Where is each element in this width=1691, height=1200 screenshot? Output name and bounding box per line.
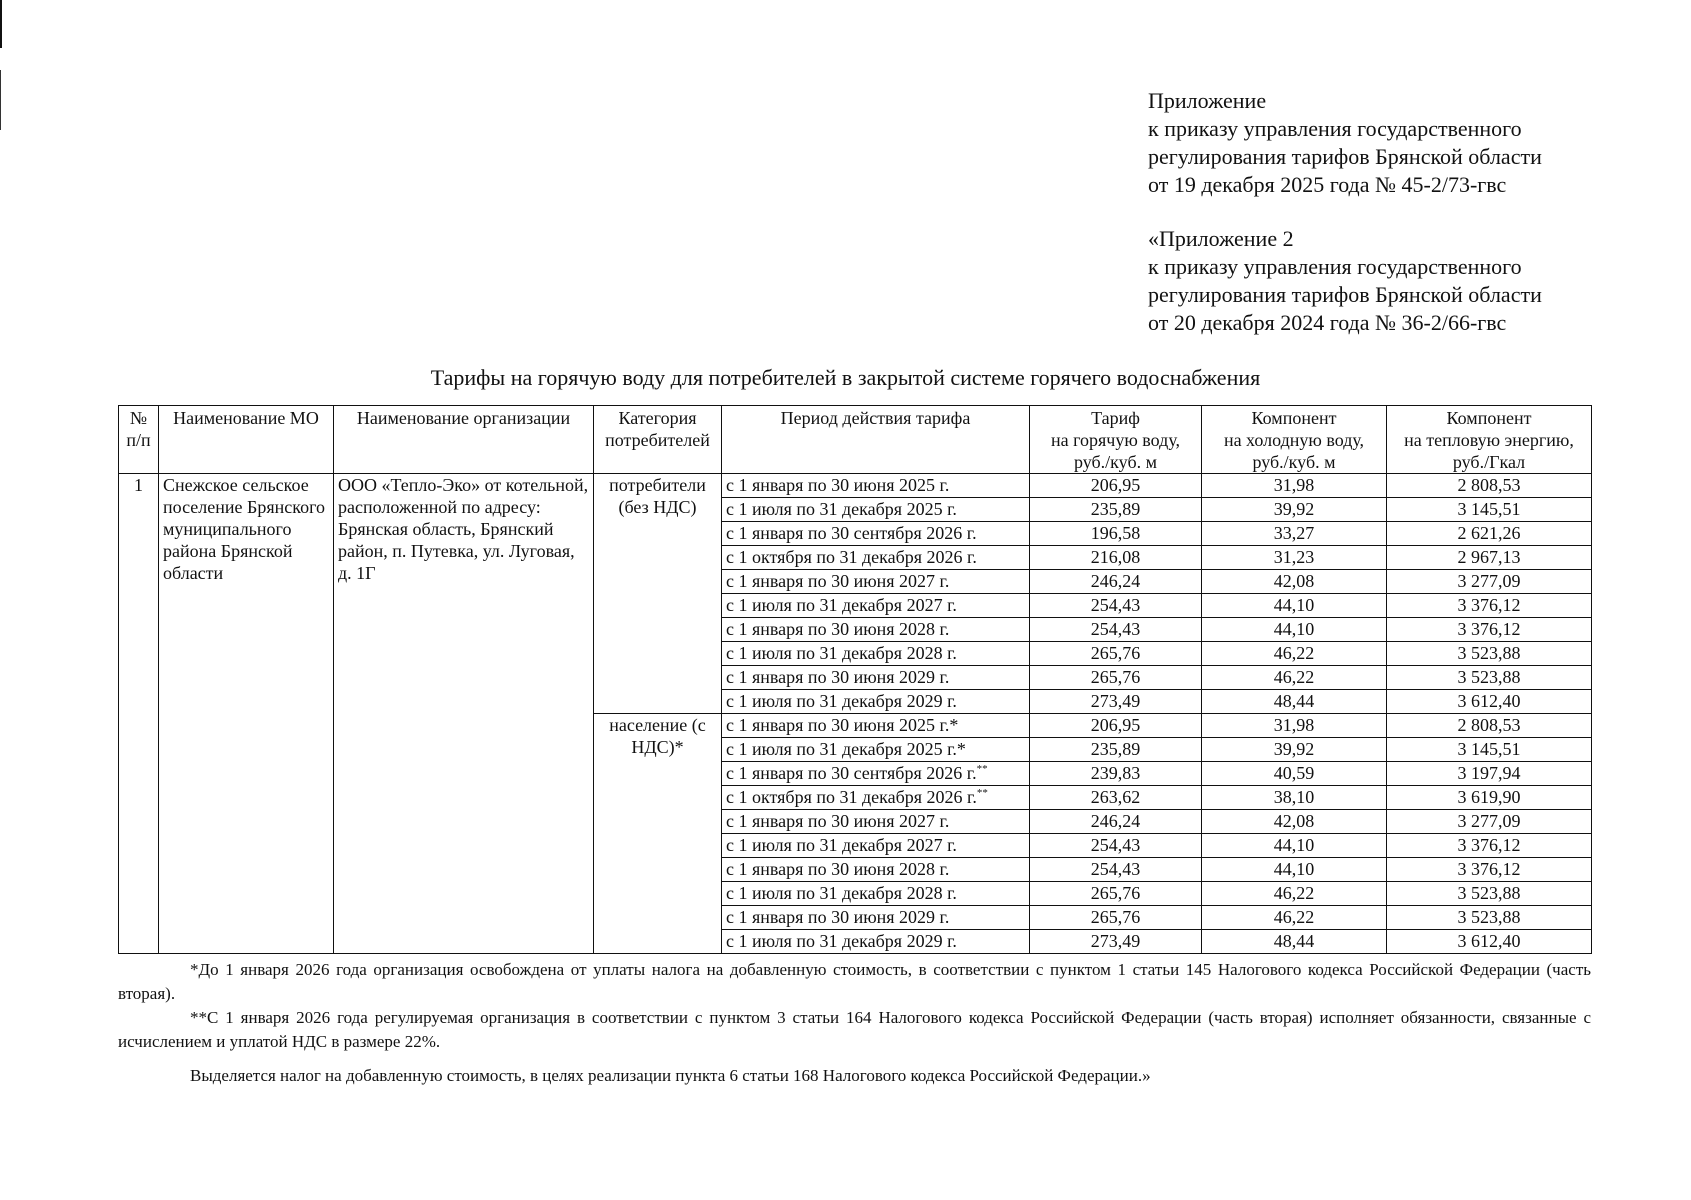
heat-energy-value: 3 145,51 (1387, 738, 1592, 762)
heat-energy-value: 3 612,40 (1387, 690, 1592, 714)
row-number: 1 (119, 474, 159, 954)
appendix2-header-line: к приказу управления государственного (1148, 254, 1522, 279)
appendix-header (1148, 87, 1668, 199)
category-cell: население (с НДС)* (594, 714, 722, 954)
cold-water-value: 46,22 (1202, 642, 1387, 666)
period-text: с 1 января по 30 сентября 2026 г. (726, 763, 977, 783)
heat-energy-value: 3 523,88 (1387, 642, 1592, 666)
period-cell (722, 618, 1030, 642)
header-num: № п/п (119, 406, 159, 474)
period-cell (722, 498, 1030, 522)
period-cell (722, 738, 1030, 762)
period-cell (722, 834, 1030, 858)
tariff-value: 265,76 (1030, 906, 1202, 930)
tariff-value: 206,95 (1030, 474, 1202, 498)
footnotes (118, 958, 1591, 1088)
appendix2-header-line: «Приложение 2 (1148, 226, 1294, 251)
heat-energy-value: 2 967,13 (1387, 546, 1592, 570)
period-text: с 1 января по 30 июня 2029 г. (726, 667, 950, 687)
heat-energy-value: 3 277,09 (1387, 570, 1592, 594)
scan-edge-mark (0, 70, 1, 130)
heat-energy-value: 3 619,90 (1387, 786, 1592, 810)
appendix-header-line: Приложение (1148, 88, 1267, 113)
period-text: с 1 октября по 31 декабря 2026 г. (726, 547, 977, 567)
period-cell (722, 642, 1030, 666)
cold-water-value: 31,98 (1202, 714, 1387, 738)
tariff-value: 254,43 (1030, 834, 1202, 858)
header-cold-water (1202, 406, 1387, 474)
appendix2-header-line: регулирования тарифов Брянской области (1148, 282, 1542, 307)
heat-energy-value: 3 277,09 (1387, 810, 1592, 834)
period-text: с 1 июля по 31 декабря 2025 г.* (726, 739, 966, 759)
period-text: с 1 июля по 31 декабря 2028 г. (726, 883, 957, 903)
tariff-value: 265,76 (1030, 882, 1202, 906)
period-cell (722, 930, 1030, 954)
tariff-value: 246,24 (1030, 570, 1202, 594)
period-text: с 1 июля по 31 декабря 2029 г. (726, 931, 957, 951)
appendix2-header-line: от 20 декабря 2024 года № 36-2/66-гвс (1148, 310, 1507, 335)
header-cold-line: руб./куб. м (1252, 452, 1336, 472)
period-cell (722, 786, 1030, 810)
header-heat-line: Компонент (1446, 408, 1532, 428)
period-text: с 1 июля по 31 декабря 2029 г. (726, 691, 957, 711)
period-text: с 1 июля по 31 декабря 2027 г. (726, 835, 957, 855)
footnote-mark: ** (976, 763, 988, 775)
period-text: с 1 октября по 31 декабря 2026 г. (726, 787, 977, 807)
heat-energy-value: 3 376,12 (1387, 618, 1592, 642)
document-title: Тарифы на горячую воду для потребителей в закрытой системе горячего водоснабжения (430, 365, 1261, 390)
municipality-cell: Снежское сельское поселение Брянского муниципального района Брянской области (159, 474, 334, 954)
period-text: с 1 января по 30 июня 2028 г. (726, 619, 950, 639)
heat-energy-value: 3 376,12 (1387, 858, 1592, 882)
tariff-value: 196,58 (1030, 522, 1202, 546)
tariff-value: 216,08 (1030, 546, 1202, 570)
period-text: с 1 января по 30 июня 2029 г. (726, 907, 950, 927)
tariff-value: 246,24 (1030, 810, 1202, 834)
cold-water-value: 46,22 (1202, 882, 1387, 906)
period-cell (722, 858, 1030, 882)
period-text: с 1 января по 30 июня 2027 г. (726, 811, 950, 831)
tariff-value: 254,43 (1030, 858, 1202, 882)
header-cold-line: на холодную воду, (1223, 430, 1365, 450)
footnote-vat-allocation: Выделяется налог на добавленную стоимость, в целях реализации пункта 6 статьи 168 Налогового кодекса Российской Федерации.» (190, 1066, 1151, 1085)
period-cell (722, 522, 1030, 546)
header-category: Категория потребителей (594, 406, 722, 474)
heat-energy-value: 3 145,51 (1387, 498, 1592, 522)
header-tariff-line: на горячую воду, (1050, 430, 1181, 450)
period-cell (722, 690, 1030, 714)
appendix-header-line: регулирования тарифов Брянской области (1148, 144, 1542, 169)
footnote-mark: ** (976, 787, 988, 799)
cold-water-value: 31,23 (1202, 546, 1387, 570)
cold-water-value: 48,44 (1202, 690, 1387, 714)
heat-energy-value: 3 523,88 (1387, 882, 1592, 906)
header-tariff (1030, 406, 1202, 474)
header-org: Наименование организации (334, 406, 594, 474)
header-tariff-line: Тариф (1091, 408, 1140, 428)
appendix2-header (1148, 225, 1668, 337)
appendix-header-line: к приказу управления государственного (1148, 116, 1522, 141)
heat-energy-value: 3 197,94 (1387, 762, 1592, 786)
header-heat-line: на тепловую энергию, (1404, 430, 1574, 450)
period-cell (722, 906, 1030, 930)
period-cell (722, 714, 1030, 738)
cold-water-value: 39,92 (1202, 738, 1387, 762)
period-cell (722, 546, 1030, 570)
footnote-vat-exemption: *До 1 января 2026 года организация освобождена от уплаты налога на добавленную стоимость, в соответствии с пунктом 1 статьи 145 Налогового кодекса Российской Федерации (часть вторая). (118, 960, 1591, 1003)
tariff-value: 239,83 (1030, 762, 1202, 786)
period-cell (722, 474, 1030, 498)
period-text: с 1 января по 30 июня 2027 г. (726, 571, 950, 591)
footnote-vat-obligation: **С 1 января 2026 года регулируемая организация в соответствии с пунктом 3 статьи 164 Налогового кодекса Российской Федерации (часть вторая) исполняет обязанности, связанные с исчислением и уплатой НДС в размере 22%. (118, 1008, 1591, 1051)
appendix-header-line: от 19 декабря 2025 года № 45-2/73-гвс (1148, 172, 1507, 197)
tariff-value: 235,89 (1030, 498, 1202, 522)
cold-water-value: 39,92 (1202, 498, 1387, 522)
scan-edge-mark (0, 0, 2, 48)
period-cell (722, 762, 1030, 786)
tariff-table (118, 405, 1592, 954)
heat-energy-value: 3 376,12 (1387, 594, 1592, 618)
category-cell: потребители (без НДС) (594, 474, 722, 714)
cold-water-value: 38,10 (1202, 786, 1387, 810)
period-text: с 1 января по 30 сентября 2026 г. (726, 523, 977, 543)
tariff-value: 235,89 (1030, 738, 1202, 762)
period-text: с 1 января по 30 июня 2025 г.* (726, 715, 959, 735)
header-heat-line: руб./Гкал (1452, 452, 1526, 472)
period-text: с 1 июля по 31 декабря 2027 г. (726, 595, 957, 615)
period-cell (722, 810, 1030, 834)
cold-water-value: 33,27 (1202, 522, 1387, 546)
cold-water-value: 40,59 (1202, 762, 1387, 786)
tariff-value: 273,49 (1030, 690, 1202, 714)
heat-energy-value: 3 376,12 (1387, 834, 1592, 858)
tariff-value: 263,62 (1030, 786, 1202, 810)
tariff-value: 265,76 (1030, 666, 1202, 690)
table-row (119, 474, 1592, 498)
tariff-value: 254,43 (1030, 594, 1202, 618)
cold-water-value: 44,10 (1202, 618, 1387, 642)
table-header-row (119, 406, 1592, 474)
heat-energy-value: 3 523,88 (1387, 906, 1592, 930)
cold-water-value: 31,98 (1202, 474, 1387, 498)
tariff-value: 273,49 (1030, 930, 1202, 954)
cold-water-value: 44,10 (1202, 834, 1387, 858)
period-cell (722, 570, 1030, 594)
period-text: с 1 января по 30 июня 2028 г. (726, 859, 950, 879)
period-cell (722, 594, 1030, 618)
cold-water-value: 46,22 (1202, 666, 1387, 690)
period-cell (722, 666, 1030, 690)
header-mo: Наименование МО (159, 406, 334, 474)
organization-cell: ООО «Тепло-Эко» от котельной, расположенной по адресу: Брянская область, Брянский район, п. Путевка, ул. Луговая, д. 1Г (334, 474, 594, 954)
header-tariff-line: руб./куб. м (1074, 452, 1157, 472)
cold-water-value: 44,10 (1202, 858, 1387, 882)
heat-energy-value: 2 808,53 (1387, 714, 1592, 738)
cold-water-value: 46,22 (1202, 906, 1387, 930)
heat-energy-value: 2 808,53 (1387, 474, 1592, 498)
cold-water-value: 48,44 (1202, 930, 1387, 954)
period-text: с 1 января по 30 июня 2025 г. (726, 475, 950, 495)
tariff-value: 254,43 (1030, 618, 1202, 642)
header-cold-line: Компонент (1251, 408, 1337, 428)
cold-water-value: 42,08 (1202, 570, 1387, 594)
heat-energy-value: 2 621,26 (1387, 522, 1592, 546)
header-heat-energy (1387, 406, 1592, 474)
period-text: с 1 июля по 31 декабря 2025 г. (726, 499, 957, 519)
cold-water-value: 42,08 (1202, 810, 1387, 834)
heat-energy-value: 3 612,40 (1387, 930, 1592, 954)
period-cell (722, 882, 1030, 906)
heat-energy-value: 3 523,88 (1387, 666, 1592, 690)
period-text: с 1 июля по 31 декабря 2028 г. (726, 643, 957, 663)
header-period: Период действия тарифа (722, 406, 1030, 474)
tariff-value: 265,76 (1030, 642, 1202, 666)
cold-water-value: 44,10 (1202, 594, 1387, 618)
tariff-value: 206,95 (1030, 714, 1202, 738)
